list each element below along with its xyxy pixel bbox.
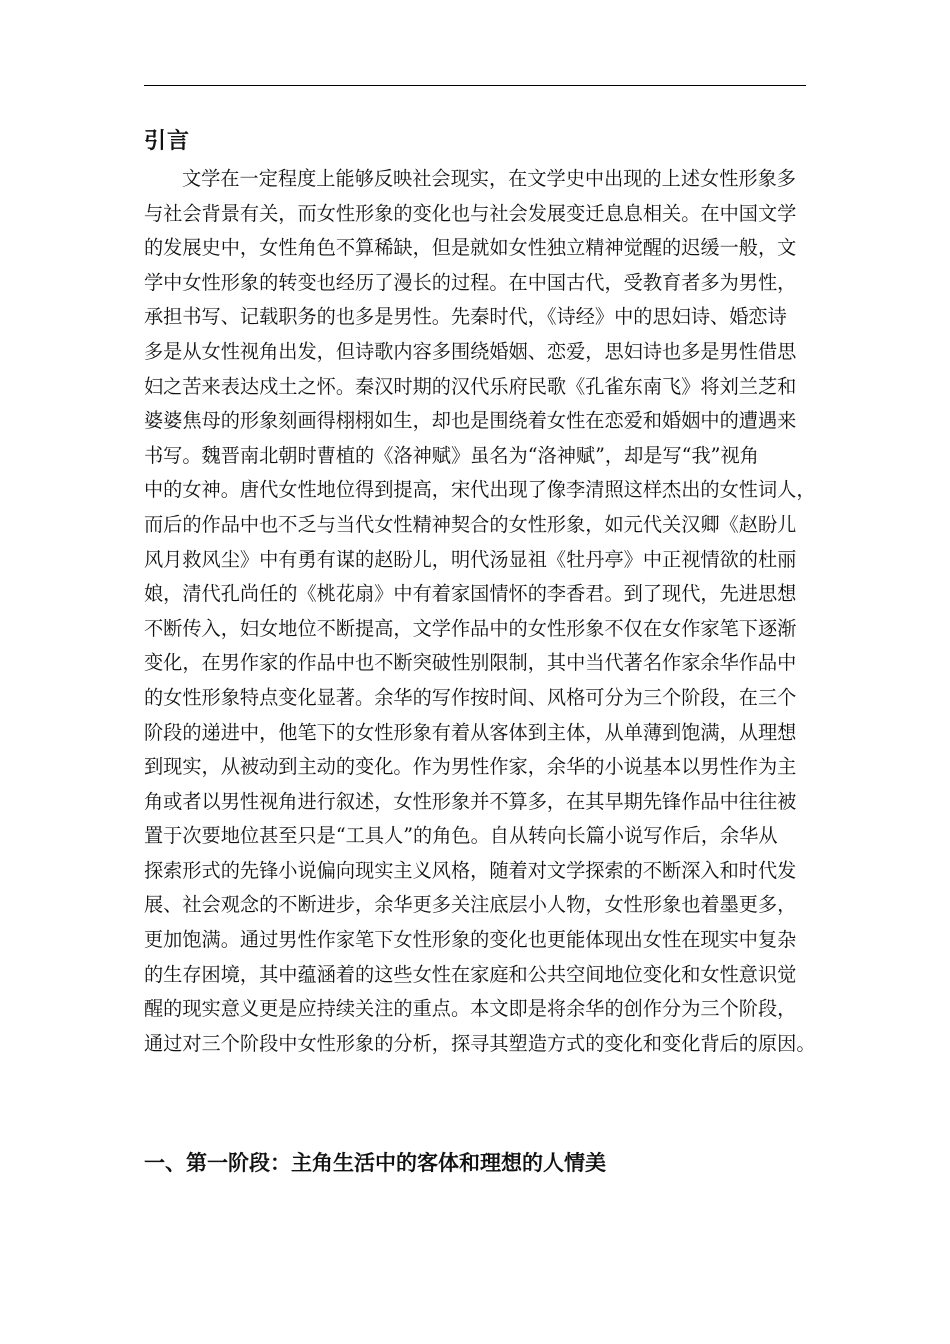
paragraph-line: 通过对三个阶段中女性形象的分析，探寻其塑造方式的变化和变化背后的原因。 <box>144 1031 816 1055</box>
section-heading: 引言 <box>144 128 191 154</box>
paragraph-line: 妇之苦来表达戍土之怀。秦汉时期的汉代乐府民歌《孔雀东南飞》将刘兰芝和 <box>144 374 797 398</box>
paragraph-line: 书写。魏晋南北朝时曹植的《洛神赋》虽名为“洛神赋”，却是写“我”视角 <box>144 443 759 467</box>
paragraph-line: 承担书写、记载职务的也多是男性。先秦时代，《诗经》中的思妇诗、婚恋诗 <box>144 305 787 329</box>
paragraph-line: 中的女神。唐代女性地位得到提高，宋代出现了像李清照这样杰出的女性词人， <box>144 478 816 502</box>
paragraph-line: 与社会背景有关，而女性形象的变化也与社会发展变迁息息相关。在中国文学 <box>144 201 797 225</box>
paragraph-line: 风月救风尘》中有勇有谋的赵盼儿，明代汤显祖《牡丹亭》中正视情欲的杜丽 <box>144 547 797 571</box>
body-paragraph <box>144 162 816 1061</box>
paragraph-line: 娘，清代孔尚任的《桃花扇》中有着家国情怀的李香君。到了现代，先进思想 <box>144 582 797 606</box>
paragraph-line: 的女性形象特点变化显著。余华的写作按时间、风格可分为三个阶段，在三个 <box>144 685 797 709</box>
paragraph-line: 到现实，从被动到主动的变化。作为男性作家，余华的小说基本以男性作为主 <box>144 755 797 779</box>
paragraph-line: 婆婆焦母的形象刻画得栩栩如生，却也是围绕着女性在恋爱和婚姻中的遭遇来 <box>144 409 797 433</box>
paragraph-line: 角或者以男性视角进行叙述，女性形象并不算多，在其早期先锋作品中往往被 <box>144 789 797 813</box>
header-rule <box>144 85 806 86</box>
paragraph-line: 探索形式的先锋小说偏向现实主义风格，随着对文学探索的不断深入和时代发 <box>144 858 797 882</box>
paragraph-line: 文学在一定程度上能够反映社会现实，在文学史中出现的上述女性形象多 <box>182 167 796 190</box>
paragraph-line: 的生存困境，其中蕴涵着的这些女性在家庭和公共空间地位变化和女性意识觉 <box>144 962 797 986</box>
paragraph-line: 阶段的递进中，他笔下的女性形象有着从客体到主体，从单薄到饱满，从理想 <box>144 720 797 744</box>
paragraph-line: 更加饱满。通过男性作家笔下女性形象的变化也更能体现出女性在现实中复杂 <box>144 928 797 952</box>
paragraph-line: 醒的现实意义更是应持续关注的重点。本文即是将余华的创作分为三个阶段， <box>144 997 797 1021</box>
paragraph-line: 学中女性形象的转变也经历了漫长的过程。在中国古代，受教育者多为男性， <box>144 270 797 294</box>
paragraph-line: 不断传入，妇女地位不断提高，文学作品中的女性形象不仅在女作家笔下逐渐 <box>144 616 797 640</box>
paragraph-line: 展、社会观念的不断进步，余华更多关注底层小人物，女性形象也着墨更多， <box>144 893 797 917</box>
paragraph-line: 置于次要地位甚至只是“工具人”的角色。自从转向长篇小说写作后，余华从 <box>144 824 778 848</box>
chapter-heading: 一、第一阶段：主角生活中的客体和理想的人情美 <box>144 1150 606 1175</box>
paragraph-line: 而后的作品中也不乏与当代女性精神契合的女性形象，如元代关汉卿《赵盼儿 <box>144 512 797 536</box>
paragraph-line: 多是从女性视角出发，但诗歌内容多围绕婚姻、恋爱，思妇诗也多是男性借思 <box>144 339 797 363</box>
paragraph-line: 的发展史中，女性角色不算稀缺，但是就如女性独立精神觉醒的迟缓一般，文 <box>144 236 797 260</box>
paragraph-line: 变化，在男作家的作品中也不断突破性别限制，其中当代著名作家余华作品中 <box>144 651 797 675</box>
